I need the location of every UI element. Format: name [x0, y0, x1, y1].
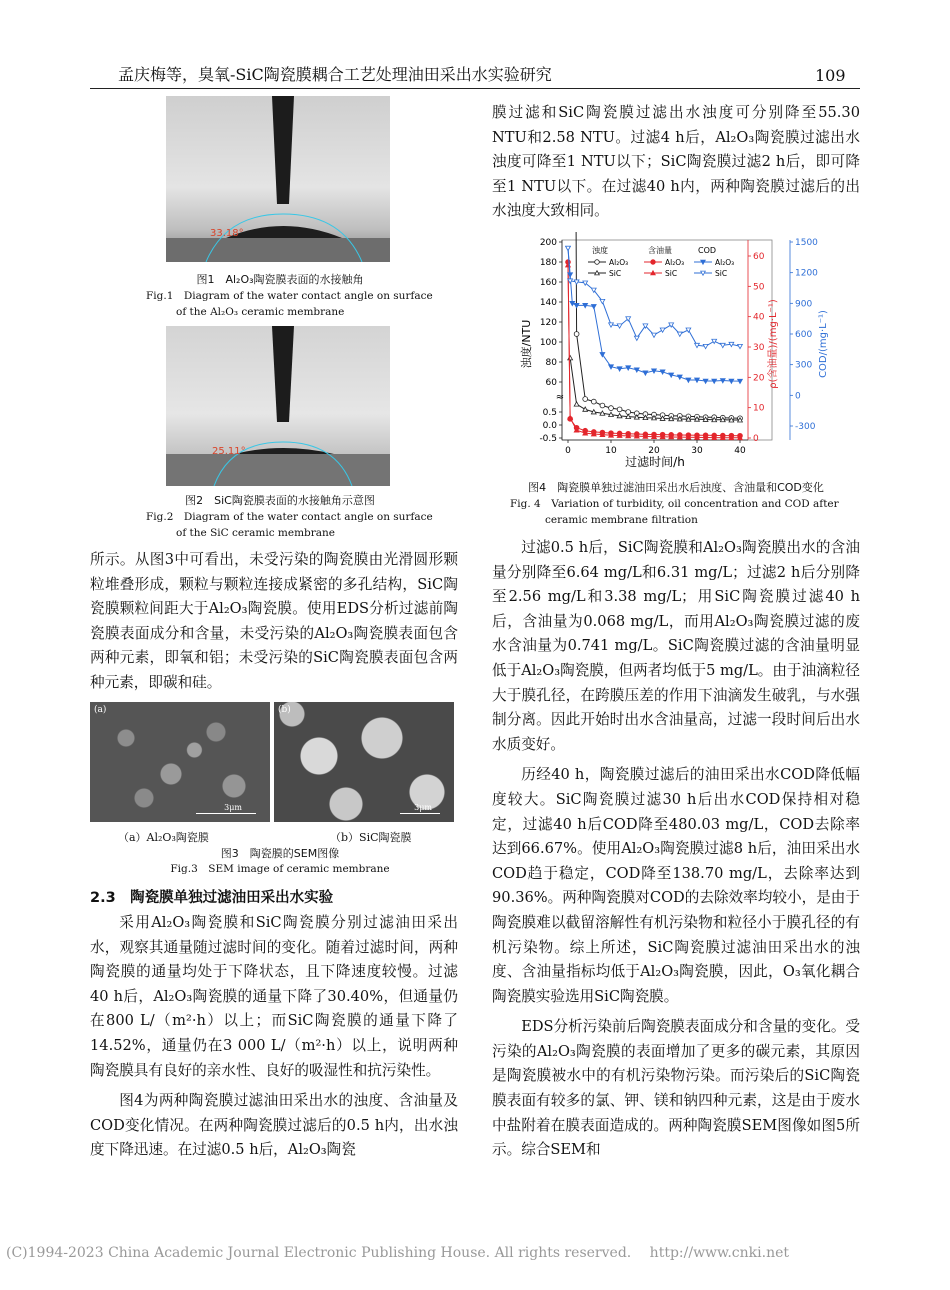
data-point [660, 328, 665, 332]
fig3-scale-a: 3μm [224, 803, 242, 812]
left-tick-label: 160 [539, 278, 557, 288]
legend-group-title: 浊度 [592, 246, 608, 255]
legend-label: SiC [715, 269, 728, 278]
right-paragraph-3: EDS分析污染前后陶瓷膜表面成分和含量的变化。受污染的Al₂O₃陶瓷膜的表面增加了更多的碳元素，其原因是陶瓷膜被水中的有机污染物污染。而污染后的SiC陶瓷膜表面有较多的氯、钾、镁和钠四种元素，这是由于废水中盐附着在膜表面造成的。两种陶瓷膜SEM图像如图5所示。综合SEM和 [492, 1018, 861, 1159]
right-col-bottom [492, 536, 860, 1163]
right-tick-label: 600 [795, 330, 813, 340]
mid-tick-label: 30 [753, 343, 765, 353]
data-point [738, 344, 743, 348]
mid-tick-label: 0 [753, 434, 759, 444]
fig2-caption-cn: 图2 SiC陶瓷膜表面的水接触角示意图 [185, 494, 375, 507]
legend-label: SiC [609, 269, 622, 278]
running-header: 孟庆梅等，臭氧-SiC陶瓷膜耦合工艺处理油田采出水实验研究 [118, 65, 552, 84]
y-axis-label-mid: ρ(含油量)/(mg·L⁻¹) [768, 299, 779, 389]
fig2-photo [166, 326, 390, 486]
data-point [566, 246, 571, 250]
legend-label: Al₂O₃ [715, 258, 735, 267]
left-tick-label: 100 [539, 338, 557, 348]
left-tick-label: 140 [539, 298, 557, 308]
y-axis-label-left: 浊度/NTU [520, 319, 533, 369]
fig4-caption-en1: Fig. 4 Variation of turbidity, oil concentration and COD after [510, 498, 839, 510]
x-tick-label: 20 [648, 446, 660, 456]
fig4-caption-cn: 图4 陶瓷膜单独过滤油田采出水后浊度、含油量和COD变化 [528, 481, 824, 494]
data-point [652, 333, 657, 337]
mid-tick-label: 50 [753, 282, 765, 293]
x-tick-label: 0 [565, 446, 571, 456]
data-point [583, 397, 588, 402]
data-point [583, 407, 588, 411]
data-point [617, 407, 622, 412]
right-paragraph-1: 过滤0.5 h后，SiC陶瓷膜和Al₂O₃陶瓷膜出水的含油量分别降至6.64 mg/L和6.31 mg/L；过滤2 h后分别降至2.56 mg/L和3.38 mg/L；用SiC陶瓷膜过滤40 h后，含油量为0.068 mg/L，而用Al₂O₃陶瓷膜过滤的废水含油量为0.741 mg/L。SiC陶瓷膜过滤的含油量明显低于Al₂O₃陶瓷膜，但两者均低于5 mg/L。由于油滴粒径大于膜孔径，在跨膜压差的作用下油滴发生破乳，与水强制分离。因此开始时出水含油量高，过滤一段时间后出水水质变好。 [492, 539, 860, 753]
left-tick-label: 200 [539, 238, 557, 248]
left-tick-label: -0.5 [539, 434, 557, 444]
series-浊度-SiC [568, 356, 743, 422]
fig2-drawing [166, 326, 390, 486]
y-axis-label-right: COD/(mg·L⁻¹) [818, 310, 829, 378]
fig1-caption-cn: 图1 Al₂O₃陶瓷膜表面的水接触角 [196, 273, 364, 286]
left-tick-label: 120 [539, 318, 557, 328]
left-tick-label: 0.5 [542, 408, 557, 418]
section-heading-2-3: 2.3 陶瓷膜单独过滤油田采出水实验 [90, 890, 334, 906]
left-col-bottom [90, 911, 458, 1163]
data-point [677, 332, 682, 336]
x-tick-label: 10 [605, 446, 617, 456]
legend-group-title: 含油量 [648, 246, 672, 255]
legend-label: Al₂O₃ [609, 258, 629, 267]
mid-tick-label: 10 [753, 403, 765, 414]
legend-label: Al₂O₃ [665, 258, 685, 267]
fig3-panel-a-tag: (a) [94, 705, 107, 715]
data-point [591, 399, 596, 404]
x-axis-label: 过滤时间/h [625, 455, 685, 469]
left-tick-label: 60 [545, 378, 557, 388]
header-rule [90, 88, 860, 89]
data-point [686, 328, 691, 332]
right-tick-label: 300 [795, 360, 813, 371]
fig3-caption-cn: 图3 陶瓷膜的SEM图像 [220, 847, 340, 860]
fig3-scale-bar-a [196, 813, 256, 814]
legend-marker [651, 260, 656, 265]
data-point [574, 402, 579, 406]
data-point [634, 336, 639, 340]
data-point [568, 356, 573, 360]
fig4-chart [500, 232, 860, 472]
copyright-footer: (C)1994-2023 China Academic Journal Electronic Publishing House. All rights reserved. http://www.cnki.net [6, 1245, 790, 1261]
fig1-photo [166, 96, 390, 262]
right-tick-label: 900 [795, 299, 813, 310]
fig4-caption-en2: ceramic membrane filtration [545, 514, 698, 526]
right-tick-label: -300 [795, 422, 816, 432]
left-tick-label: 180 [539, 258, 557, 268]
data-point [600, 403, 605, 408]
left-paragraph-2: 采用Al₂O₃陶瓷膜和SiC陶瓷膜分别过滤油田采出水，观察其通量随过滤时间的变化。随着过滤时间，两种陶瓷膜的通量均处于下降状态，且下降速度较慢。过滤40 h后，Al₂O₃陶瓷膜的通量下降了30.40%，但通量仍在800 L/（m²·h）以上；而SiC陶瓷膜的通量下降了14.52%，通量仍在3 000 L/（m²·h）以上，说明两种陶瓷膜具有良好的亲水性、良好的吸湿性和抗污染性。 [90, 914, 458, 1079]
fig2-angle-label: 25.11° [212, 446, 246, 457]
left-paragraph-3: 图4为两种陶瓷膜过滤油田采出水的浊度、含油量及COD变化情况。在两种陶瓷膜过滤后的0.5 h内，出水浊度下降迅速。在过滤0.5 h后，Al₂O₃陶瓷 [90, 1092, 458, 1159]
fig3-panel-b-tag: (b) [278, 705, 291, 715]
fig3-panel-b [274, 702, 454, 822]
x-tick-label: 40 [734, 446, 746, 456]
right-col-top [492, 101, 860, 224]
series-line [570, 358, 740, 420]
fig3-panel-a [90, 702, 270, 822]
data-point [600, 299, 605, 303]
legend-label: SiC [665, 269, 678, 278]
axis-break-mark: ≈ [555, 392, 565, 403]
right-paragraph-0: 膜过滤和SiC陶瓷膜过滤出水浊度可分别降至55.30 NTU和2.58 NTU。过滤4 h后，Al₂O₃陶瓷膜过滤出水浊度可降至1 NTU以下；SiC陶瓷膜过滤2 h后，即可降至1 NTU以下。在过滤40 h内，两种陶瓷膜过滤后的出水浊度大致相同。 [492, 104, 860, 220]
mid-tick-label: 60 [753, 252, 765, 262]
fig3-scale-b: 3μm [414, 803, 432, 812]
page-number: 109 [815, 66, 846, 85]
fig1-angle-label: 33.18° [210, 228, 244, 239]
fig1-caption-en1: Fig.1 Diagram of the water contact angle on surface [146, 290, 433, 302]
left-col-top [90, 548, 458, 696]
data-point [643, 371, 648, 375]
right-tick-label: 1500 [795, 238, 818, 248]
fig1-drawing [166, 96, 390, 262]
mid-tick-label: 40 [753, 312, 765, 323]
legend-group-title: COD [698, 246, 717, 255]
right-paragraph-2: 历经40 h，陶瓷膜过滤后的油田采出水COD降低幅度较大。SiC陶瓷膜过滤30 h后出水COD保持相对稳定，过滤40 h后COD降至480.03 mg/L，COD去除率达到66.67%。使用Al₂O₃陶瓷膜过滤8 h后，油田采出水COD趋于稳定，COD降至138.70 mg/L，去除率达到90.36%。两种陶瓷膜对COD的去除效率均较小，是由于陶瓷膜难以截留溶解性有机污染物和粒径小于膜孔径的有机污染物。综上所述，SiC陶瓷膜过滤油田采出水的浊度、含油量指标均低于Al₂O₃陶瓷膜，因此，O₃氧化耦合陶瓷膜实验选用SiC陶瓷膜。 [492, 766, 860, 1005]
data-point [712, 339, 717, 343]
left-paragraph-1: 所示。从图3中可看出，未受污染的陶瓷膜由光滑圆形颗粒堆叠形成，颗粒与颗粒连接成紧密的多孔结构，SiC陶瓷膜颗粒间距大于Al₂O₃陶瓷膜。使用EDS分析过滤前陶瓷膜表面成分和含量，未受污染的Al₂O₃陶瓷膜表面包含两种元素，即氧和铝；未受污染的SiC陶瓷膜表面包含两种元素，即碳和硅。 [90, 551, 458, 691]
fig3-scale-bar-b [400, 813, 440, 814]
fig3-subcaption-b: （b）SiC陶瓷膜 [330, 831, 412, 844]
data-point [609, 406, 614, 411]
fig3-caption-en: Fig.3 SEM image of ceramic membrane [170, 863, 390, 875]
fig3-subcaption-a: （a）Al₂O₃陶瓷膜 [118, 831, 209, 844]
left-tick-label: 80 [545, 358, 557, 368]
right-tick-label: 1200 [795, 268, 818, 279]
left-tick-label: 0.0 [542, 421, 557, 431]
fig1-caption-en2: of the Al₂O₃ ceramic membrane [176, 306, 345, 318]
data-point [574, 332, 579, 337]
fig2-caption-en2: of the SiC ceramic membrane [176, 527, 336, 539]
legend-marker [595, 260, 600, 265]
fig2-caption-en1: Fig.2 Diagram of the water contact angle on surface [146, 511, 433, 523]
right-tick-label: 0 [795, 391, 801, 402]
mid-tick-label: 20 [753, 373, 765, 384]
x-tick-label: 30 [691, 446, 703, 456]
